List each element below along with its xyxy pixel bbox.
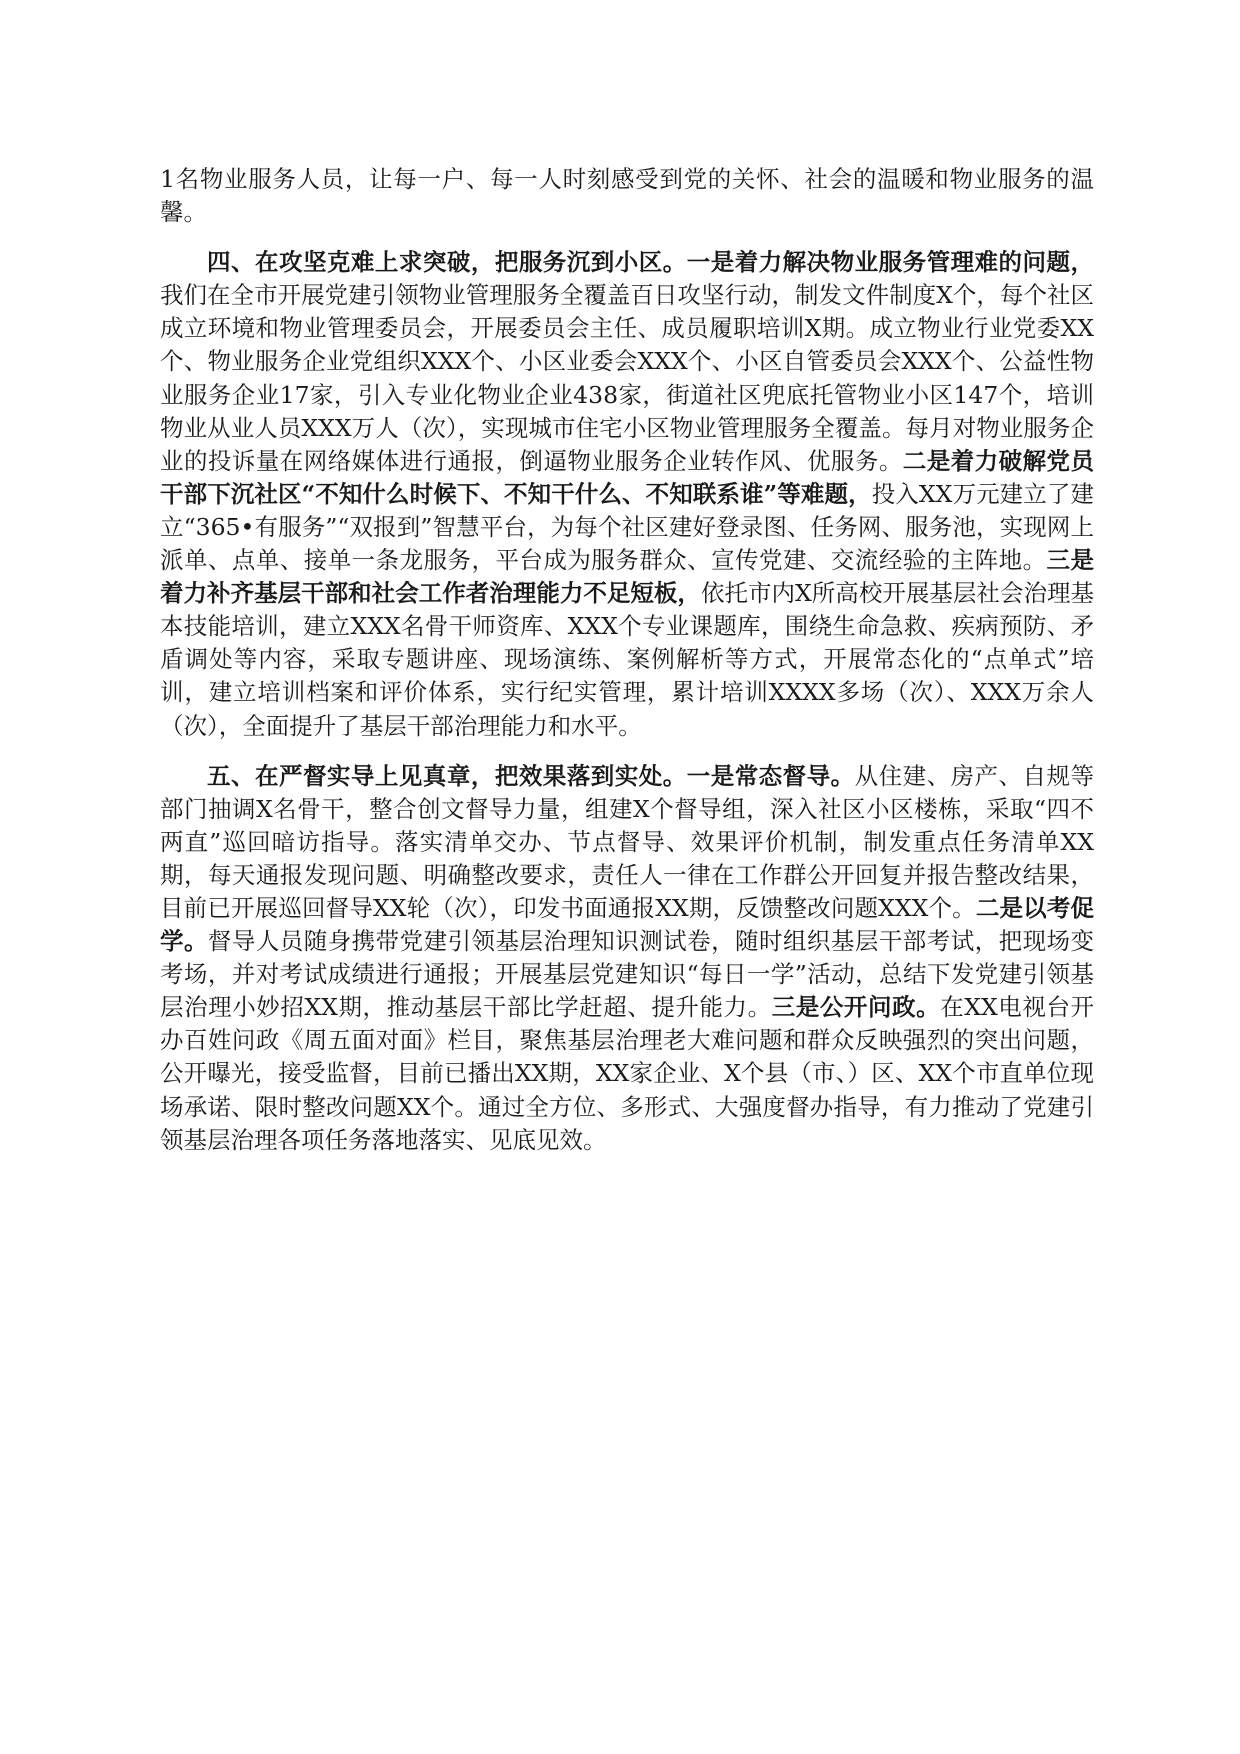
subpoint-heading: 二是以考促学。 bbox=[160, 893, 1095, 956]
document-page bbox=[160, 163, 1094, 1174]
subpoint-heading: 三是公开问政。 bbox=[771, 993, 941, 1022]
body-text: 1名物业服务人员，让每一户、每一人时刻感受到党的关怀、社会的温暖和物业服务的温馨。 bbox=[160, 165, 1094, 227]
body-text: 投入XX万元建立了建立“365•有服务”“双报到”智慧平台，为每个社区建好登录图、任务网、服务池，实现网上派单、点单、接单一条龙服务，平台成为服务群众、宣传党建、交流经验的主阵地。 bbox=[160, 479, 1094, 575]
subpoint-heading: 三是着力补齐基层干部和社会工作者治理能力不足短板， bbox=[160, 546, 1095, 608]
paragraph-continuation bbox=[160, 163, 1094, 229]
body-text: 我们在全市开展党建引领物业管理服务全覆盖百日攻坚行动，制发文件制度X个，每个社区成立环境和物业管理委员会，开展委员会主任、成员履职培训X期。成立物业行业党委XX个、物业服务企业党组织XXX个、小区业委会XXX个、小区自管委员会XXX个、公益性物业服务企业17家，引入专业化物业企业438家，街道社区兜底托管物业小区147个，培训物业从业人员XXX万人（次），实现城市住宅小区物业管理服务全覆盖。每月对物业服务企业的投诉量在网络媒体进行通报，倒逼物业服务企业转作风、优服务。 bbox=[160, 281, 1094, 475]
section-heading: 四、在攻坚克难上求突破，把服务沉到小区。一是着力解决物业服务管理难的问题， bbox=[207, 248, 1094, 277]
body-text: 在XX电视台开办百姓问政《周五面对面》栏目，聚焦基层治理老大难问题和群众反映强烈的突出问题，公开曝光，接受监督，目前已播出XX期，XX家企业、X个县（市、）区、XX个市直单位现场承诺、限时整改问题XX个。通过全方位、多形式、大强度督办指导，有力推动了党建引领基层治理各项任务落地落实、见底见效。 bbox=[160, 993, 1095, 1154]
body-text: 督导人员随身携带党建引领基层治理知识测试卷，随时组织基层干部考试，把现场变考场，并对考试成绩进行通报；开展基层党建知识“每日一学”活动，总结下发党建引领基层治理小妙招XX期，推动基层干部比学赶超、提升能力。 bbox=[160, 927, 1094, 1022]
body-text: 从住建、房产、自规等部门抽调X名骨干，整合创文督导力量，组建X个督导组，深入社区小区楼栋，采取“四不两直”巡回暗访指导。落实清单交办、节点督导、效果评价机制，制发重点任务清单XX期，每天通报发现问题、明确整改要求，责任人一律在工作群公开回复并报告整改结果，目前已开展巡回督导XX轮（次），印发书面通报XX期，反馈整改问题XXX个。 bbox=[160, 761, 1095, 922]
paragraph-section-five bbox=[160, 760, 1094, 1157]
body-text: 依托市内X所高校开展基层社会治理基本技能培训，建立XXX名骨干师资库、XXX个专业课题库，围绕生命急救、疾病预防、矛盾调处等内容，采取专题讲座、现场演练、案例解析等方式，开展常态化的“点单式”培训，建立培训档案和评价体系，实行纪实管理，累计培训XXXX多场（次）、XXX万余人（次），全面提升了基层干部治理能力和水平。 bbox=[160, 579, 1094, 740]
subpoint-heading: 二是着力破解党员干部下沉社区“不知什么时候下、不知干什么、不知联系谁”等难题， bbox=[160, 446, 1095, 508]
section-heading: 五、在严督实导上见真章，把效果落到实处。一是常态督导。 bbox=[207, 761, 855, 790]
paragraph-section-four bbox=[160, 246, 1094, 742]
